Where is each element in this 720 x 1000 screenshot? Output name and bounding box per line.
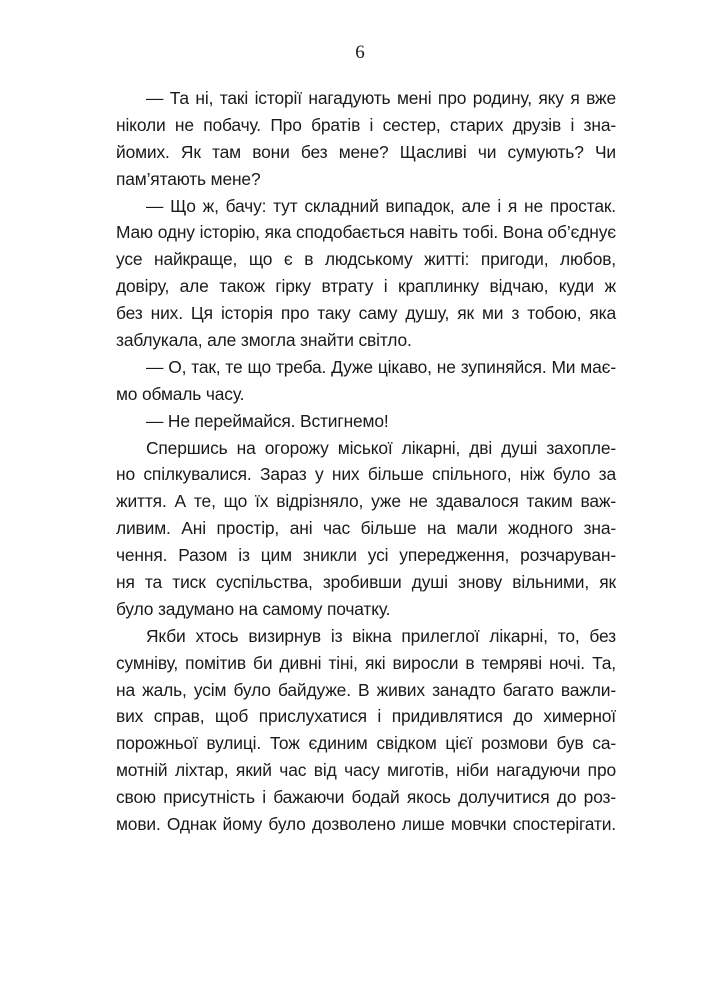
text-line: мо обмаль часу.: [116, 383, 245, 404]
page-number: 6: [355, 42, 365, 63]
text-line: но спілкувалися. Зараз у них більше спільного, ніж було за: [116, 464, 616, 485]
text-line: заблукала, але змогла знайти світло.: [116, 330, 412, 351]
text-line: ня та тиск суспільства, зробивши душі знову вільними, як: [116, 572, 616, 593]
text-line: ливим. Ані простір, ані час більше на мали жодного зна-: [116, 518, 616, 539]
text-line: Якби хтось визирнув із вікна прилеглої лікарні, то, без: [146, 625, 616, 646]
text-line: Спершись на огорожу міської лікарні, дві душі захопле-: [146, 437, 616, 458]
text-line: — Не переймайся. Встигнемо!: [146, 410, 389, 431]
text-line: на жаль, усім було байдуже. В живих занадто багато важли-: [116, 679, 616, 700]
text-line: усе найкраще, що є в людському житті: пригоди, любов,: [116, 249, 616, 270]
text-line: життя. А те, що їх відрізняло, уже не здавалося таким важ-: [116, 491, 616, 512]
text-line: ніколи не побачу. Про братів і сестер, старих друзів і зна-: [116, 114, 616, 135]
body-text: [116, 85, 616, 838]
text-line: — Що ж, бачу: тут складний випадок, але і я не простак.: [146, 195, 616, 216]
text-line: — Та ні, такі історії нагадують мені про родину, яку я вже: [146, 88, 616, 108]
text-line: мотній ліхтар, який час від часу миготів, ніби нагадуючи про: [116, 760, 616, 781]
text-line: свою присутність і бажаючи бодай якось долучитися до роз-: [116, 787, 616, 808]
text-line: — О, так, те що треба. Дуже цікаво, не зупиняйся. Ми має-: [146, 356, 616, 377]
text-line: довіру, але також гірку втрату і краплинку відчаю, куди ж: [116, 276, 616, 297]
text-line: чення. Разом із цим зникли усі упередження, розчаруван-: [116, 545, 616, 566]
text-line: сумніву, помітив би дивні тіні, які виросли в темряві ночі. Та,: [116, 652, 616, 673]
text-line: пам’ятають мене?: [116, 168, 261, 189]
text-line: мови. Однак йому було дозволено лише мовчки спостерігати.: [116, 814, 616, 835]
text-line: без них. Ця історія про таку саму душу, як ми з тобою, яка: [116, 303, 616, 324]
text-line: порожньої вулиці. Тож єдиним свідком цієї розмови був са-: [116, 733, 616, 754]
text-line: було задумано на самому початку.: [116, 598, 391, 619]
text-line: йомих. Як там вони без мене? Щасливі чи сумують? Чи: [116, 141, 616, 162]
text-line: Маю одну історію, яка сподобається навіть тобі. Вона об’єднує: [116, 222, 616, 243]
text-line: вих справ, щоб прислухатися і придивлятися до химерної: [116, 706, 616, 727]
